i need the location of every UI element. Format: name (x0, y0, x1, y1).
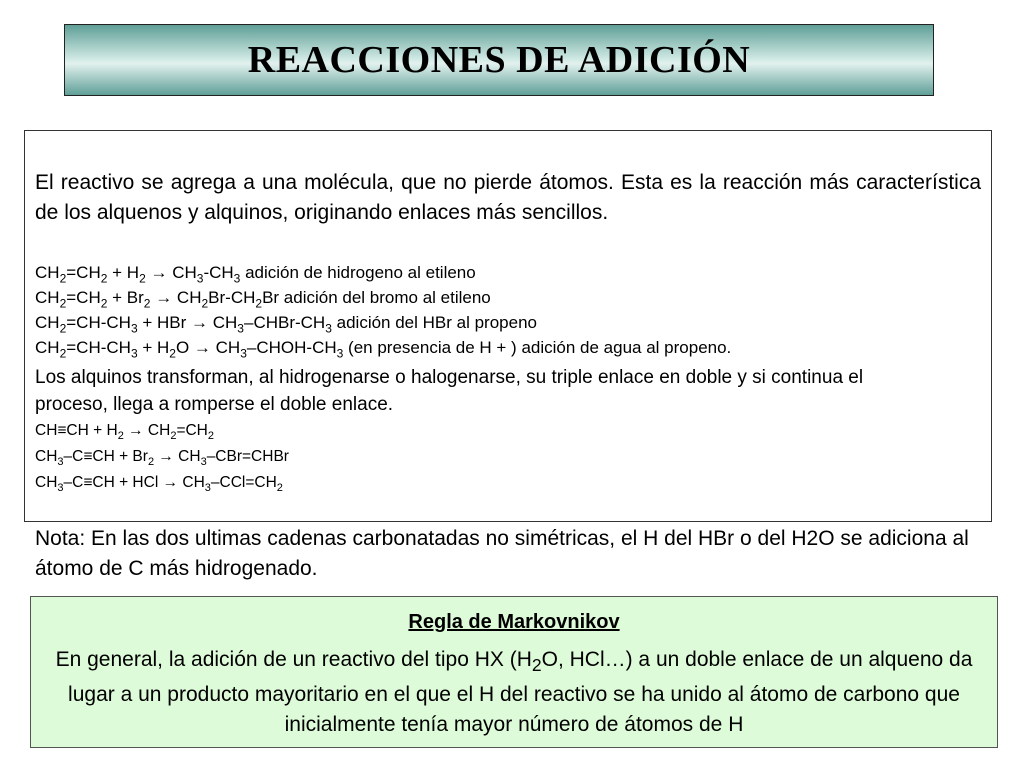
note-paragraph: Nota: En las dos ultimas cadenas carbonatadas no simétricas, el H del HBr o del H2O se adiciona al átomo de C más hidrogenado. (35, 527, 969, 580)
reaction-line (35, 418, 935, 444)
alkynes-paragraph: Los alquinos transforman, al hidrogenarse o halogenarse, su triple enlace en doble y si continua el proceso, llega a romperse el doble enlace. (35, 367, 864, 415)
intro-paragraph: El reactivo se agrega a una molécula, que no pierde átomos. Esta es la reacción más característica de los alquenos y alquinos, originando enlaces más sencillos. (35, 171, 981, 224)
markovnikov-rule-box (30, 596, 998, 748)
reaction-formula: $CH_2=CH-CH_3$ + HBr → $CH_3-CHBr-CH_3$ (35, 313, 332, 336)
reaction-description: (en presencia de H + ) adición de agua al propeno. (343, 338, 732, 357)
title-banner (64, 24, 934, 96)
reaction-line (35, 470, 935, 496)
reaction-formula: $CH\equiv CH + H_2 \to CH_2=CH_2$ (35, 422, 215, 443)
alkyne-reaction-list (35, 418, 935, 496)
reaction-description: adición de hidrogeno al etileno (240, 263, 476, 282)
reaction-formula: $CH_2=CH_2 + H_2 \to CH_3-CH_3$ (35, 263, 241, 286)
reaction-line (35, 285, 985, 310)
reaction-line (35, 260, 985, 285)
rule-title: Regla de Markovnikov (408, 611, 620, 633)
rule-text: En general, la adición de un reactivo del tipo HX ($H_2O$, HCl…) a un doble enlace de un alqueno da lugar a un producto mayoritario en el que el H del reactivo se ha unido al átomo de carbono que inicialmente tenía mayor número de átomos de H (55, 648, 973, 737)
reaction-line (35, 310, 985, 335)
reaction-line (35, 444, 935, 470)
reaction-formula: $CH_2=CH-CH_3 + H_2O$ → $CH_3-CHOH-CH_3$ (35, 338, 344, 361)
reaction-line (35, 335, 985, 360)
reaction-description: adición del bromo al etileno (279, 288, 491, 307)
reaction-formula: $CH_3-C\equiv CH$ + HCl → $CH_3-CCl=CH_2$ (35, 474, 283, 495)
page-title: REACCIONES DE ADICIÓN (247, 39, 751, 81)
reaction-description: adición del HBr al propeno (331, 313, 537, 332)
reaction-formula: $CH_3-C\equiv CH + Br_2$ → $CH_3-CBr=CHBr$ (35, 448, 289, 469)
reaction-formula: $CH_2=CH_2 + Br_2 \to CH_2Br-CH_2Br$ (35, 288, 280, 311)
alkene-reaction-list (35, 260, 985, 360)
